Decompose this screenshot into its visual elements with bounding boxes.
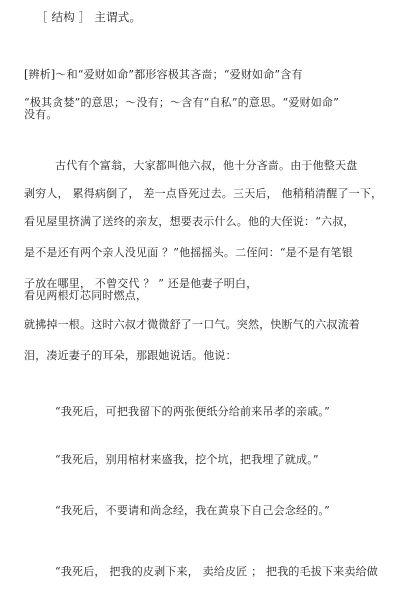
analysis-line-1: [辨析]～和“爱财如命”都形容极其吝啬；“爱财如命”含有 <box>24 68 303 81</box>
story-line-5: 子放在哪里， 不曾交代 ？ ” 还是他妻子明白， <box>24 277 258 290</box>
story-line-3: 看见屋里挤满了送终的亲友，想要表示什么。他的大侄说：“六叔， <box>24 215 355 228</box>
analysis-line-2: “极其贪婪”的意思；～没有；～含有“自私”的意思。“爱财如命” <box>24 96 339 109</box>
quote-line-2: “我死后，别用棺材来盛我，挖个坑，把我埋了就成。” <box>55 453 319 466</box>
story-line-4: 是不是还有两个亲人没见面 ？”他摇摇头。二侄问：“是不是有笔银 <box>24 246 353 259</box>
story-line-7: 就拂掉一根。这时六叔才微微舒了一口气。突然，快断气的六叔流着 <box>24 318 360 331</box>
structure-line: ［ 结构 ］ 主谓式。 <box>36 10 142 24</box>
story-line-6: 看见两根灯芯同时燃点， <box>24 289 148 302</box>
story-line-1: 古代有个富翁，大家都叫他六叔，他十分吝啬。由于他整天盘 <box>55 159 358 172</box>
analysis-line-3: 没有。 <box>24 108 58 121</box>
quote-line-3: “我死后，不要请和尚念经，我在黄泉下自己会念经的。” <box>55 504 330 517</box>
quote-line-1: “我死后，可把我留下的两张便纸分给前来吊孝的亲戚。” <box>55 405 330 418</box>
quote-line-4: “我死后， 把我的皮剥下来， 卖给皮匠 ； 把我的毛拔下来卖给做 <box>55 565 379 578</box>
story-line-2: 剥穷人， 累得病倒了， 差一点昏死过去。三天后， 他稍稍清醒了一下， <box>24 187 383 200</box>
story-line-8: 泪，凑近妻子的耳朵，那跟她说话。他说： <box>24 349 237 362</box>
